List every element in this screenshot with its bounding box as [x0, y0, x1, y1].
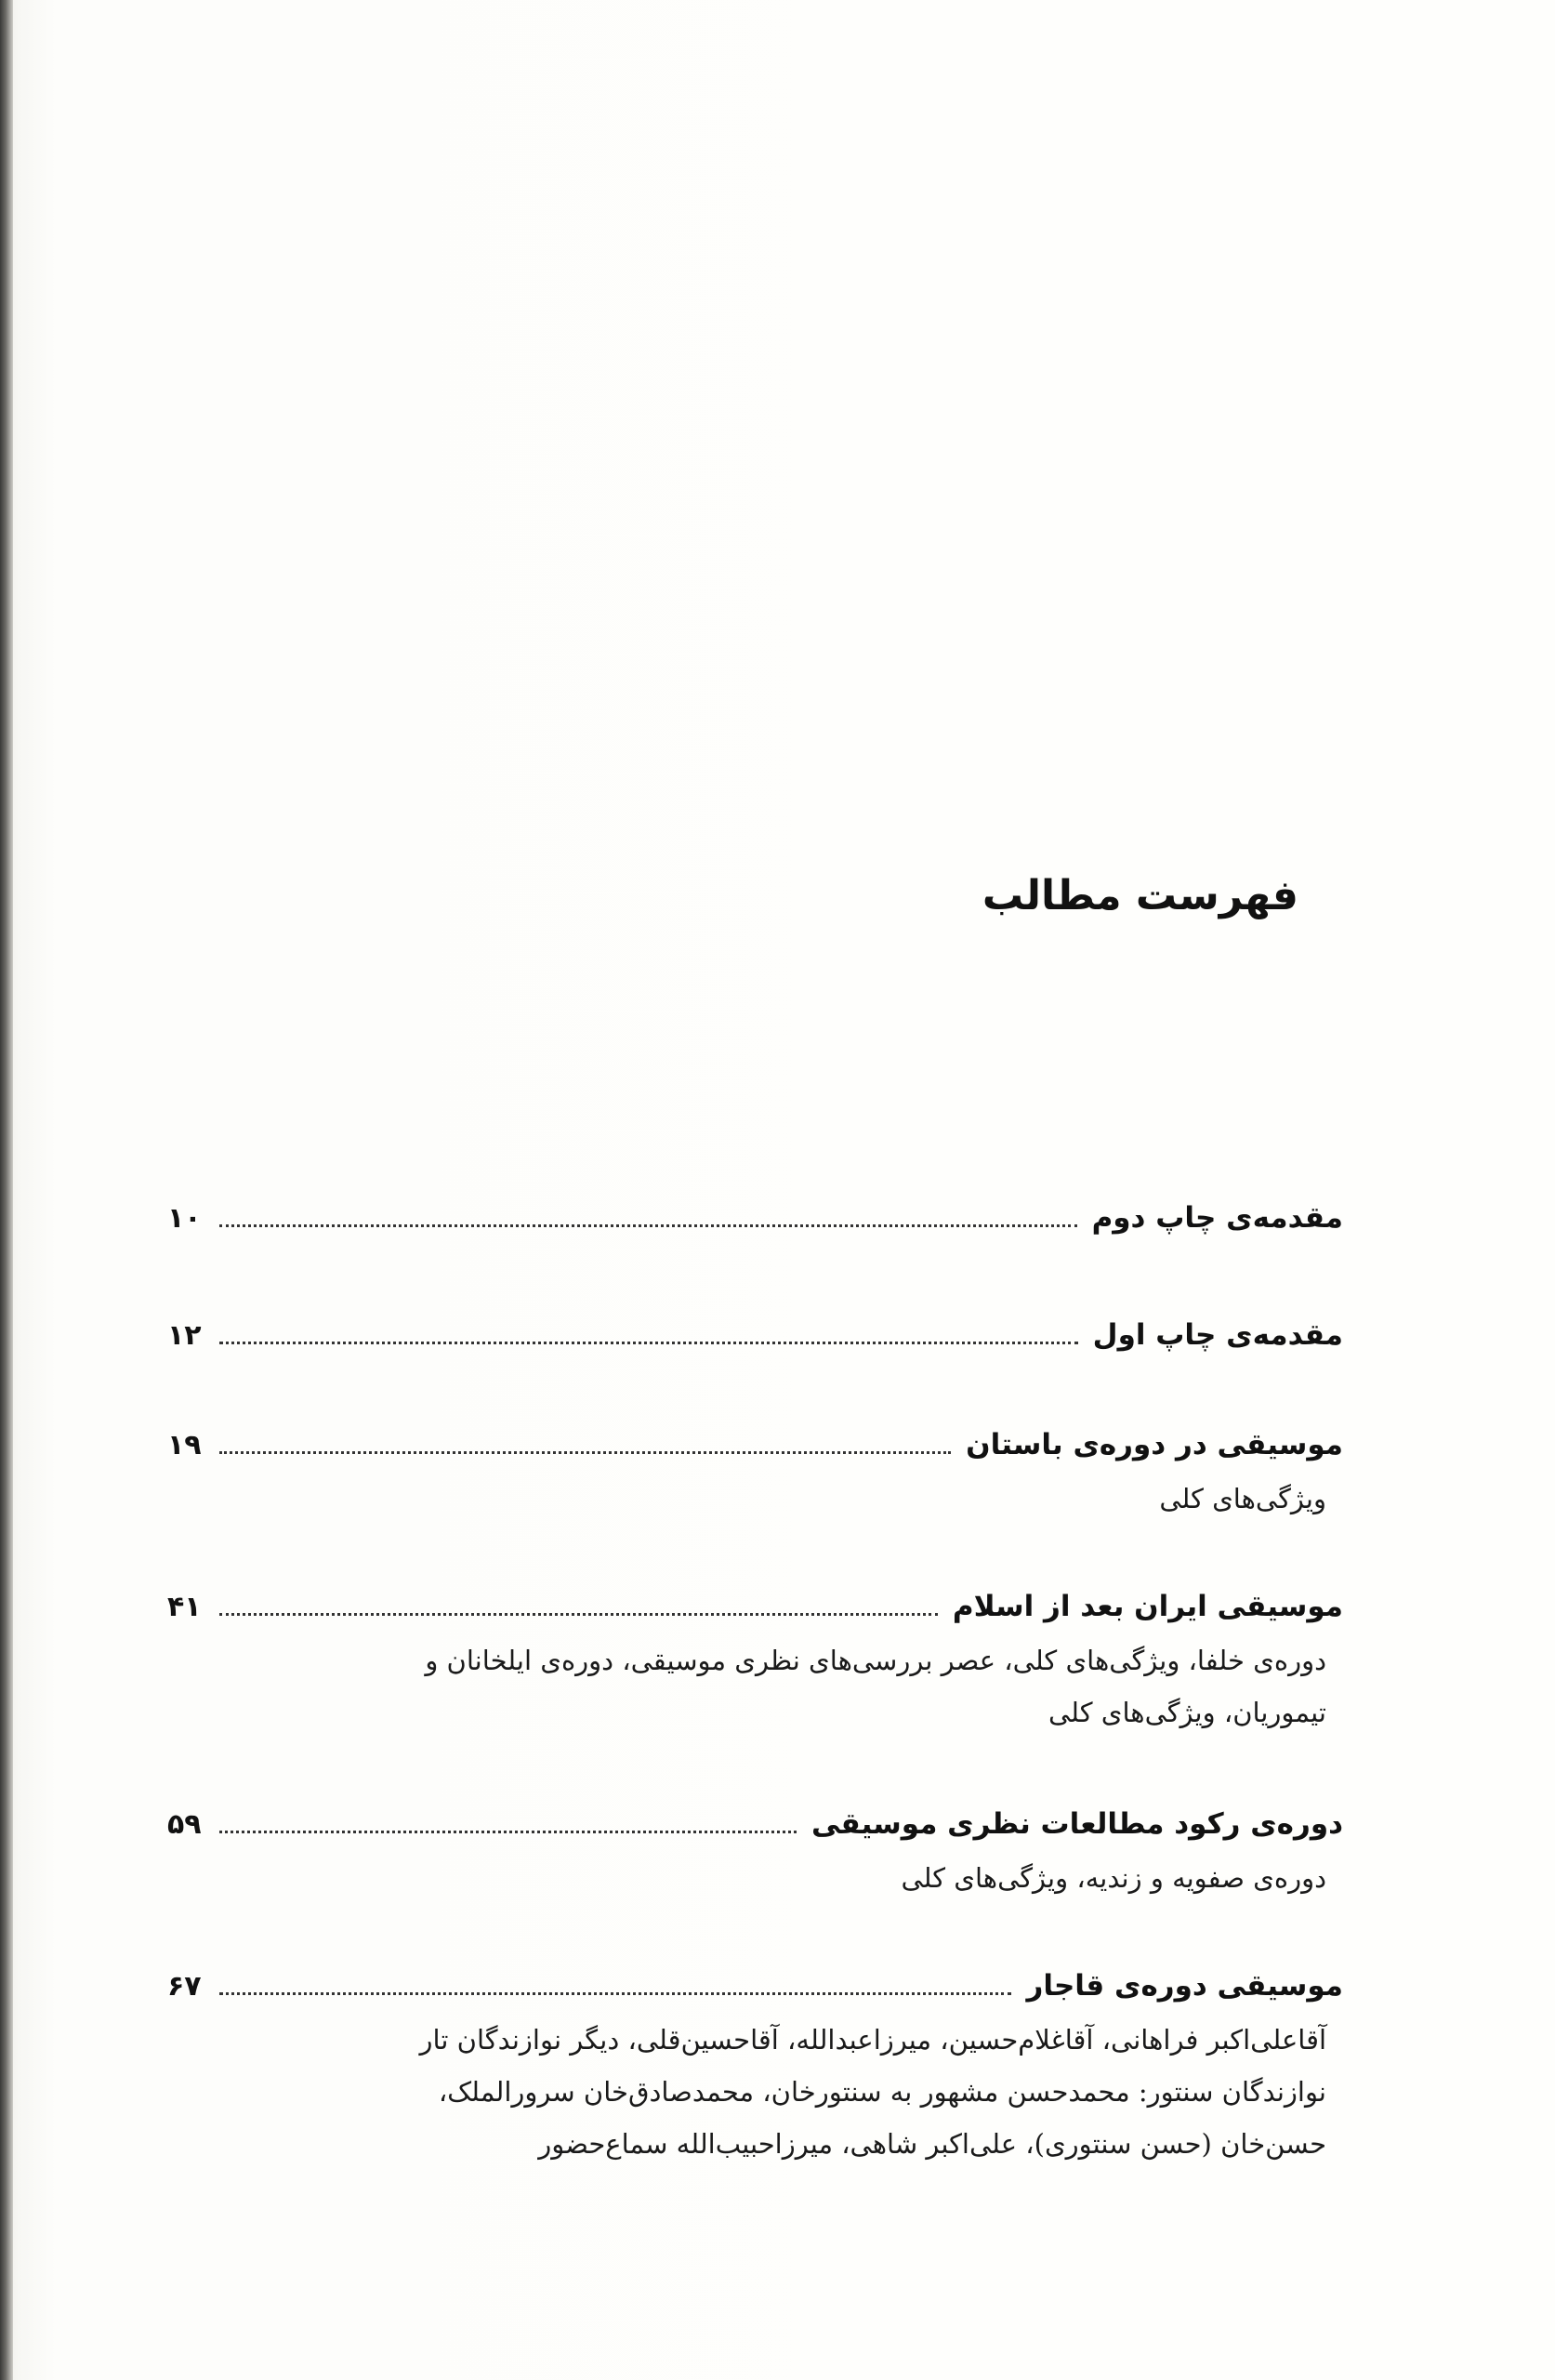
toc-entry-page-number: ۱۹	[167, 1429, 202, 1461]
dot-leader	[219, 1613, 938, 1616]
dot-leader	[219, 1451, 951, 1454]
toc-entry	[167, 1958, 1343, 2170]
toc-entry-heading: موسیقی دوره‌ی قاجار	[1026, 1969, 1343, 2003]
toc-entry-heading: موسیقی ایران بعد از اسلام	[952, 1590, 1343, 1623]
toc-entry-subtopic: ویژگی‌های کلی	[1159, 1483, 1326, 1514]
dot-leader	[219, 1831, 797, 1833]
toc-entry-subtopic: دوره‌ی خلفا، ویژگی‌های کلی، عصر بررسی‌های نظری موسیقی، دوره‌ی ایلخانان و	[425, 1645, 1326, 1676]
toc-entry-subtopic: دوره‌ی صفویه و زندیه، ویژگی‌های کلی	[901, 1862, 1326, 1894]
toc-entry-heading: مقدمه‌ی چاپ اول	[1092, 1318, 1343, 1352]
toc-entry-heading: موسیقی در دوره‌ی باستان	[966, 1428, 1343, 1461]
toc-entry-page-number: ۵۹	[167, 1808, 202, 1841]
toc-entry-subtopic: تیموریان، ویژگی‌های کلی	[1048, 1697, 1326, 1728]
toc-entry-heading: مقدمه‌ی چاپ دوم	[1091, 1201, 1343, 1235]
toc-entry-heading: دوره‌ی رکود مطالعات نظری موسیقی	[810, 1807, 1343, 1841]
toc-entry-subtopic: نوازندگان سنتور: محمدحسن مشهور به سنتورخان، محمدصادق‌خان سرورالملک،	[438, 2076, 1326, 2108]
toc-entry-row[interactable]	[167, 1579, 1343, 1634]
dot-leader	[219, 1992, 1011, 1995]
toc-entry-row[interactable]	[167, 1417, 1343, 1473]
toc-entry-subtopic: آقاعلی‌اکبر فراهانی، آقاغلام‌حسین، میرزاعبدالله، آقاحسین‌قلی، دیگر نوازندگان تار	[419, 2024, 1326, 2056]
toc-entry-row[interactable]	[167, 1307, 1343, 1363]
toc-entry	[167, 1307, 1343, 1363]
toc-entry	[167, 1796, 1343, 1904]
dot-leader	[219, 1342, 1078, 1344]
toc-entry-page-number: ۱۲	[167, 1319, 202, 1352]
table-of-contents	[167, 1190, 1343, 2170]
toc-entry-row[interactable]	[167, 1796, 1343, 1852]
toc-entry-page-number: ۴۱	[167, 1591, 202, 1623]
toc-entry-page-number: ۱۰	[167, 1202, 202, 1235]
toc-title: فهرست مطالب	[982, 872, 1298, 919]
toc-entry-row[interactable]	[167, 1958, 1343, 2014]
toc-entry	[167, 1190, 1343, 1246]
dot-leader	[219, 1224, 1077, 1227]
toc-entry-subtopic: حسن‌خان (حسن سنتوری)، علی‌اکبر شاهی، میرزاحبیب‌الله سماع‌حضور	[538, 2128, 1326, 2160]
toc-entry	[167, 1579, 1343, 1739]
toc-entry-page-number: ۶۷	[167, 1970, 202, 2003]
toc-entry	[167, 1417, 1343, 1525]
book-spine-shadow	[0, 0, 13, 2380]
toc-entry-row[interactable]	[167, 1190, 1343, 1246]
